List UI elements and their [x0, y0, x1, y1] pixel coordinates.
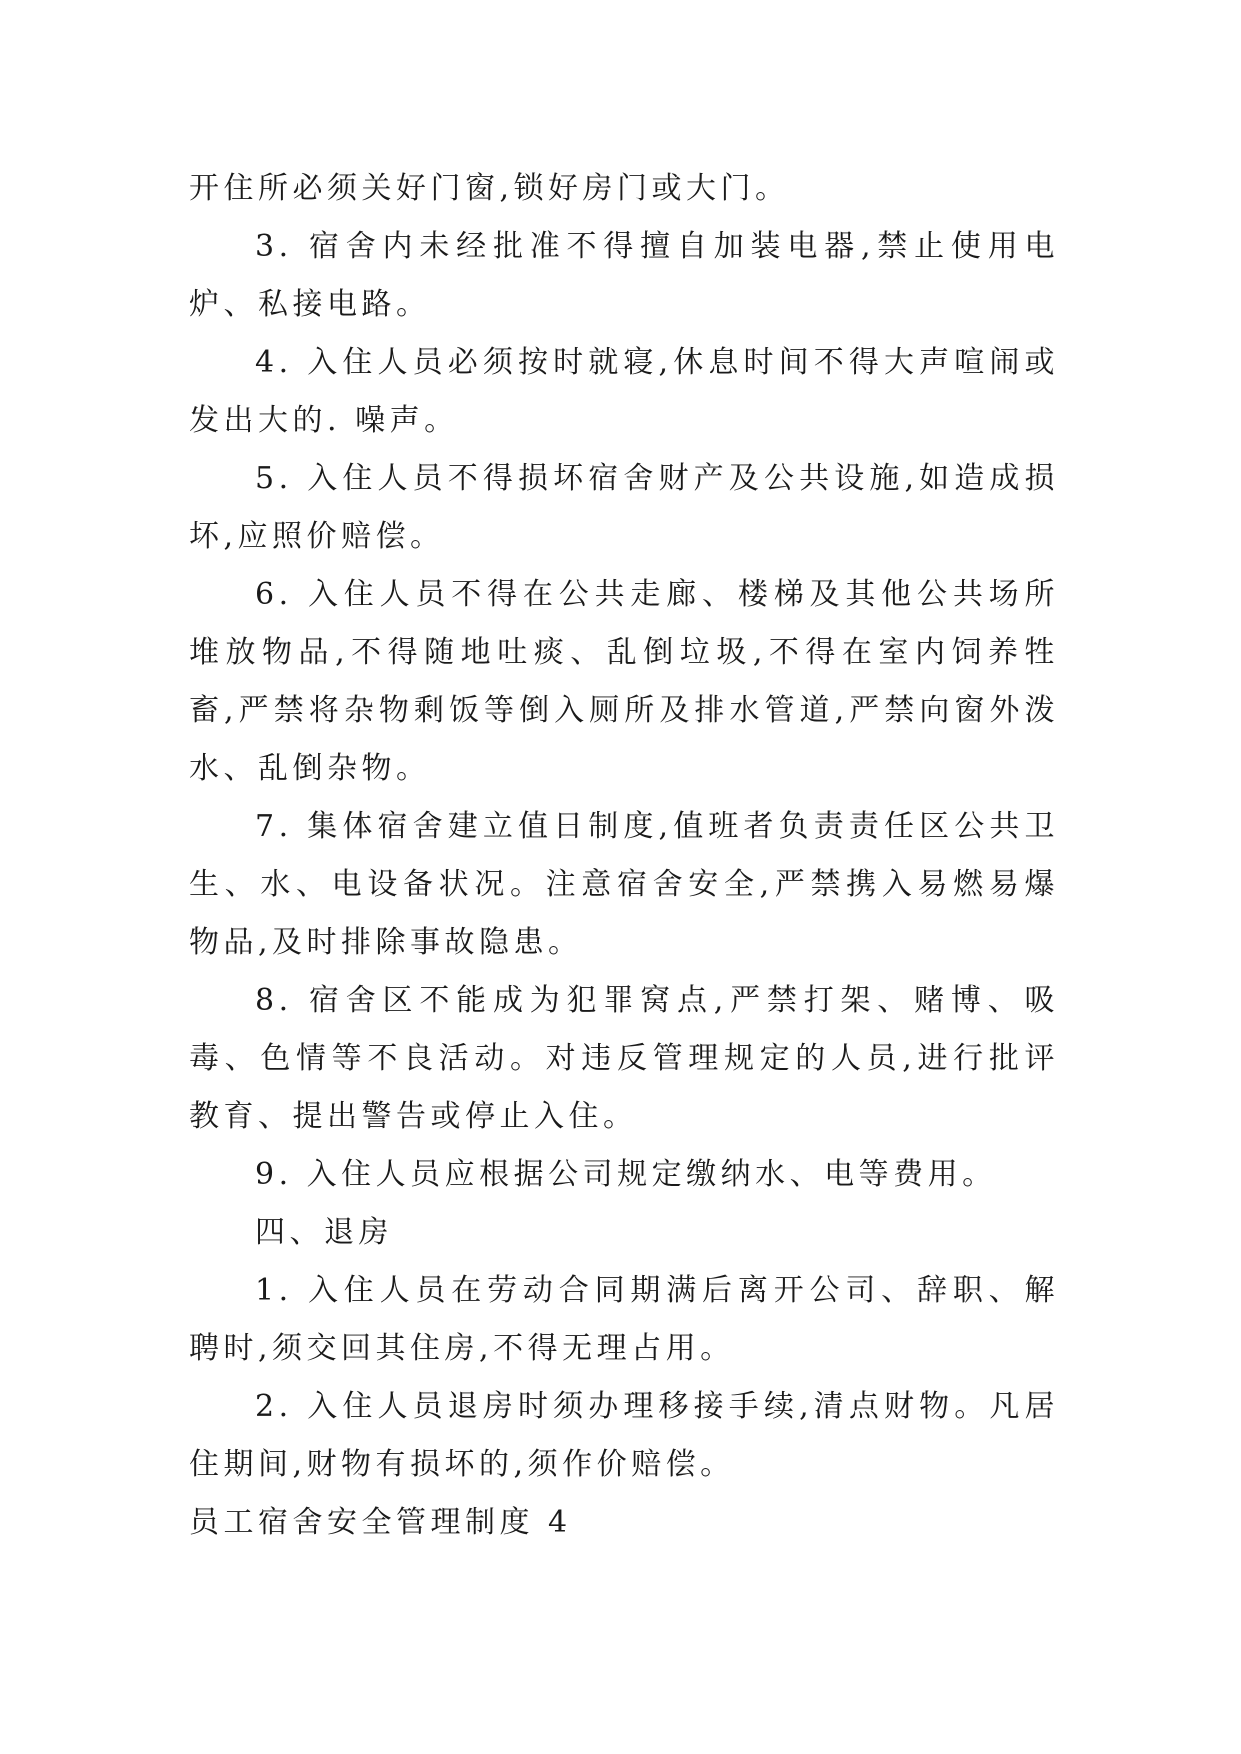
document-body [189, 160, 1059, 1552]
paragraph-item-3: 3. 宿舍内未经批准不得擅自加装电器,禁止使用电炉、私接电路。 [189, 229, 1059, 322]
paragraph-item-5: 5. 入住人员不得损坏宿舍财产及公共设施,如造成损坏,应照价赔偿。 [189, 461, 1059, 554]
paragraph-item-4: 4. 入住人员必须按时就寝,休息时间不得大声喧闹或发出大的. 噪声。 [189, 345, 1059, 438]
document-section-title: 员工宿舍安全管理制度 4 [189, 1505, 572, 1540]
paragraph-item-6: 6. 入住人员不得在公共走廊、楼梯及其他公共场所堆放物品,不得随地吐痰、乱倒垃圾,不得在室内饲养牲畜,严禁将杂物剩饭等倒入厕所及排水管道,严禁向窗外泼水、乱倒杂物。 [189, 577, 1059, 786]
paragraph-item-7: 7. 集体宿舍建立值日制度,值班者负责责任区公共卫生、水、电设备状况。注意宿舍安全,严禁携入易燃易爆物品,及时排除事故隐患。 [189, 809, 1059, 960]
paragraph-item-8: 8. 宿舍区不能成为犯罪窝点,严禁打架、赌博、吸毒、色情等不良活动。对违反管理规定的人员,进行批评教育、提出警告或停止入住。 [189, 983, 1059, 1134]
paragraph-checkout-1: 1. 入住人员在劳动合同期满后离开公司、辞职、解聘时,须交回其住房,不得无理占用。 [189, 1273, 1059, 1366]
section-heading-checkout: 四、退房 [255, 1215, 393, 1250]
paragraph-continuation: 开住所必须关好门窗,锁好房门或大门。 [189, 171, 790, 206]
paragraph-checkout-2: 2. 入住人员退房时须办理移接手续,清点财物。凡居住期间,财物有损坏的,须作价赔偿。 [189, 1389, 1059, 1482]
paragraph-item-9: 9. 入住人员应根据公司规定缴纳水、电等费用。 [255, 1157, 997, 1192]
